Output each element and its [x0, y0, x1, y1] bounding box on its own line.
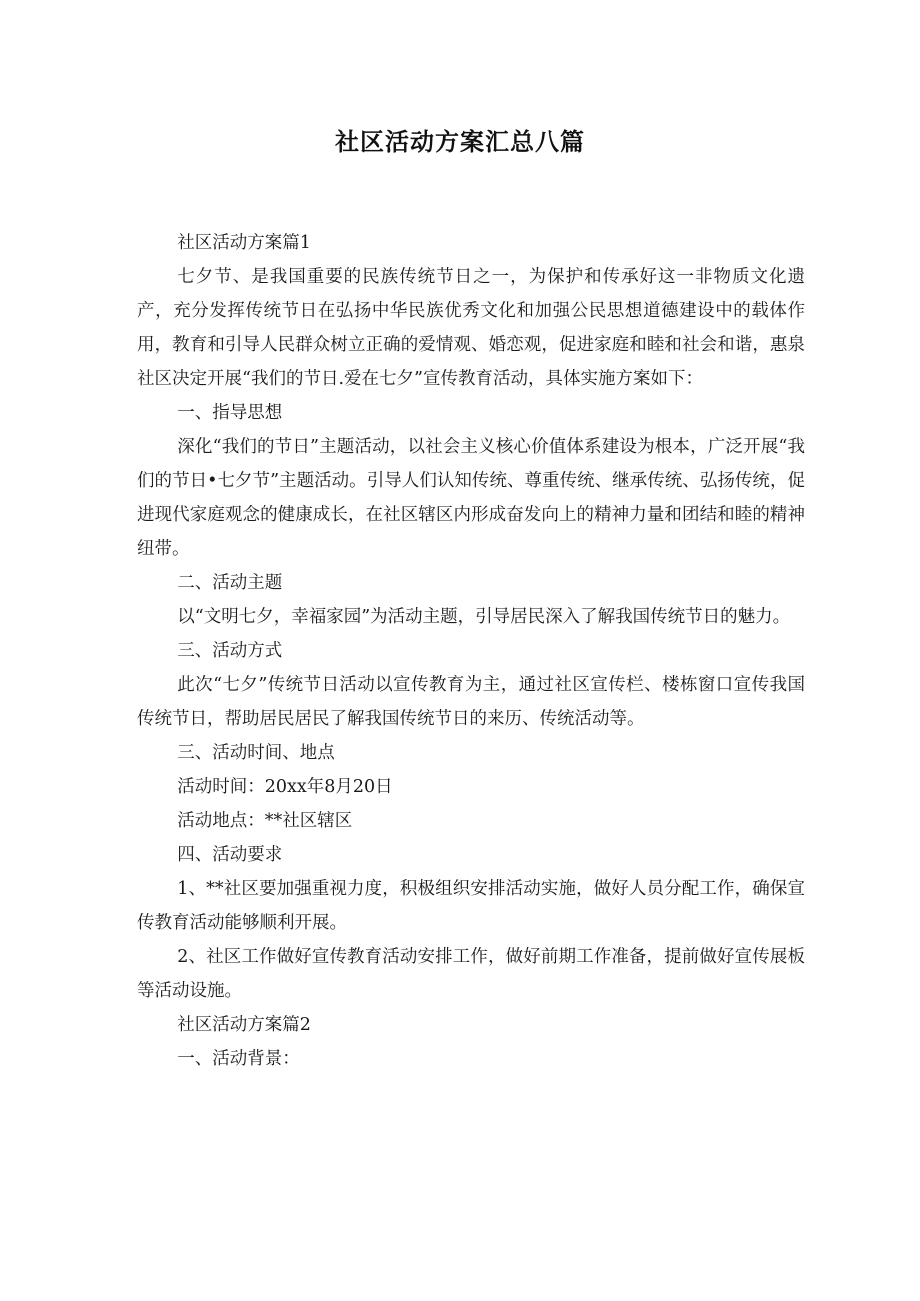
section-heading-plan-1: 社区活动方案篇1 — [177, 233, 311, 253]
activity-theme-paragraph: 以“文明七夕，幸福家园”为活动主题，引导居民深入了解我国传统节日的魅力。 — [177, 607, 791, 627]
document-title: 社区活动方案汇总八篇 — [335, 128, 585, 156]
heading-activity-background: 一、活动背景： — [177, 1049, 300, 1069]
activity-method-paragraph: 此次“七夕”传统节日活动以宣传教育为主，通过社区宣传栏、楼栋窗口宣传我国传统节日，帮助居民居民了解我国传统节日的来历、传统活动等。 — [137, 675, 805, 729]
requirement-item-1: 1、**社区要加强重视力度，积极组织安排活动实施，做好人员分配工作，确保宣传教育活动能够顺利开展。 — [137, 879, 805, 933]
heading-guiding-ideology: 一、指导思想 — [177, 403, 283, 423]
section-heading-plan-2: 社区活动方案篇2 — [177, 1015, 311, 1035]
heading-requirements: 四、活动要求 — [177, 845, 283, 865]
activity-place-line: 活动地点：**社区辖区 — [177, 811, 353, 831]
heading-time-place: 三、活动时间、地点 — [177, 743, 335, 763]
guiding-ideology-paragraph: 深化“我们的节日”主题活动，以社会主义核心价值体系建设为根本，广泛开展“我们的节日•七夕节”主题活动。引导人们认知传统、尊重传统、继承传统、弘扬传统，促进现代家庭观念的健康成长，在社区辖区内形成奋发向上的精神力量和团结和睦的精神纽带。 — [137, 437, 805, 559]
requirement-item-2: 2、社区工作做好宣传教育活动安排工作，做好前期工作准备，提前做好宣传展板等活动设施。 — [137, 947, 805, 1001]
heading-activity-method: 三、活动方式 — [177, 641, 283, 661]
heading-activity-theme: 二、活动主题 — [177, 573, 283, 593]
document-body — [137, 226, 805, 1076]
activity-time-line: 活动时间：20xx年8月20日 — [177, 777, 393, 797]
intro-paragraph: 七夕节、是我国重要的民族传统节日之一，为保护和传承好这一非物质文化遗产，充分发挥传统节日在弘扬中华民族优秀文化和加强公民思想道德建设中的载体作用，教育和引导人民群众树立正确的爱情观、婚恋观，促进家庭和睦和社会和谐，惠泉社区决定开展“我们的节日.爱在七夕”宣传教育活动，具体实施方案如下： — [137, 267, 805, 389]
